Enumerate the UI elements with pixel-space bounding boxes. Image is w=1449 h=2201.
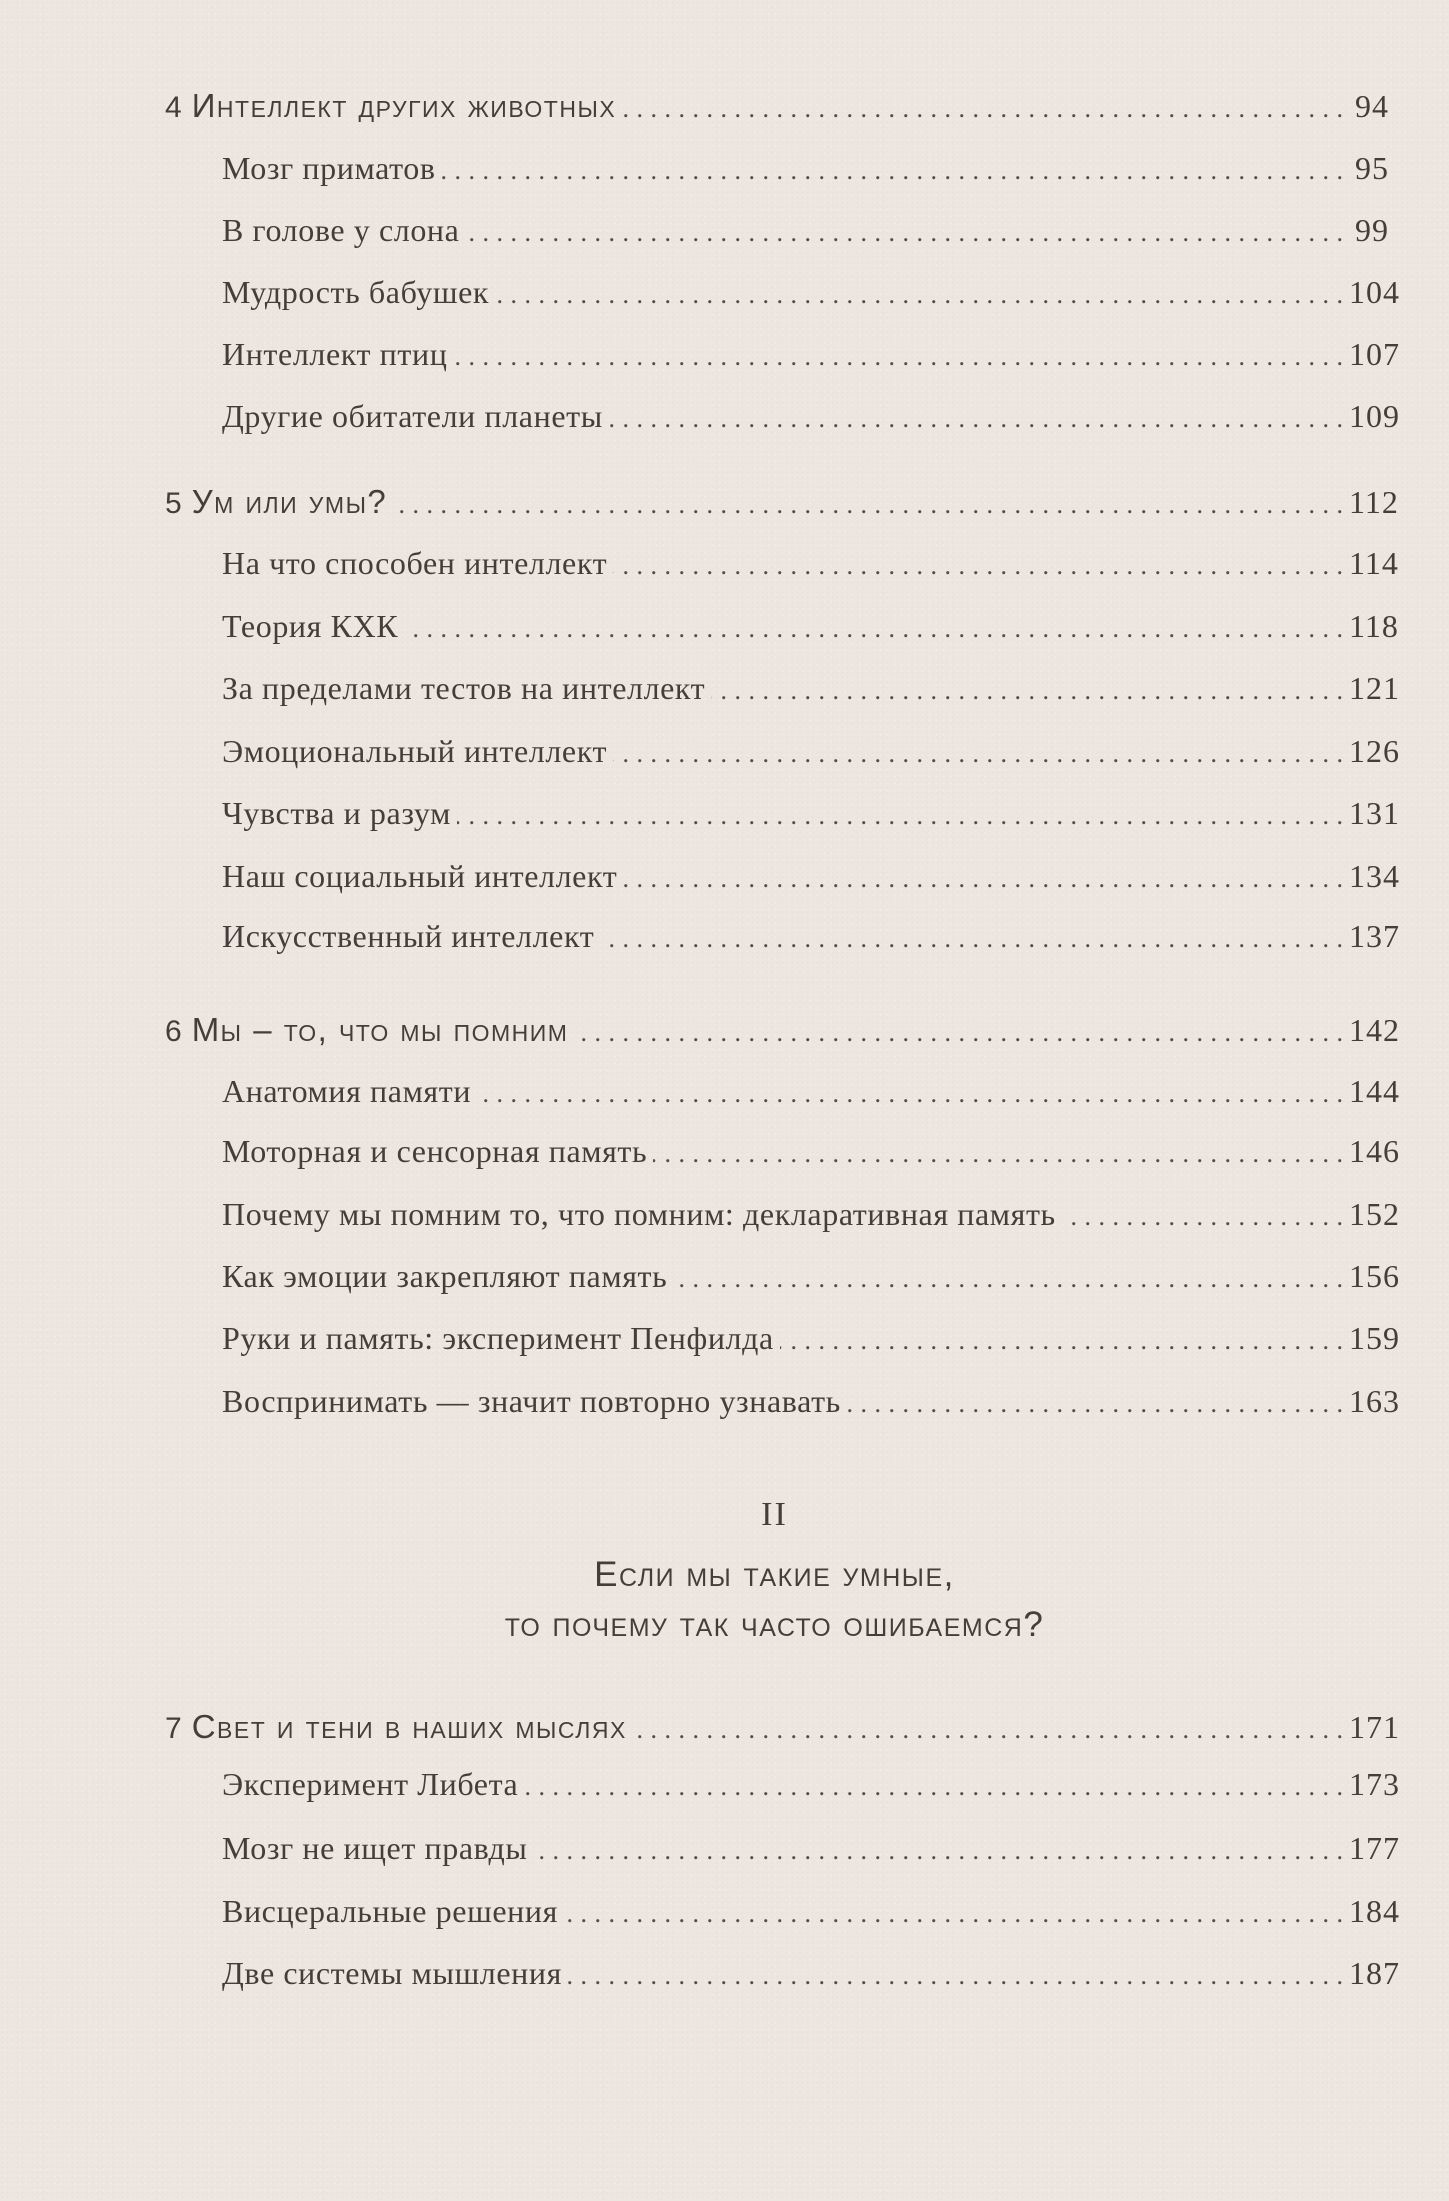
toc-section[interactable]	[222, 1383, 1400, 1427]
toc-section[interactable]	[222, 336, 1400, 380]
page-number: 131	[1349, 795, 1400, 831]
part-numeral: II	[761, 1496, 788, 1533]
toc-section[interactable]	[222, 1258, 1400, 1302]
page-number: 134	[1349, 858, 1400, 894]
dot-leader	[574, 1018, 1343, 1048]
section-title: Эмоциональный интеллект	[222, 733, 608, 769]
toc-section[interactable]	[222, 795, 1400, 839]
dot-leader	[404, 614, 1343, 644]
chapter-number: 6	[165, 1015, 182, 1048]
dot-leader	[633, 1715, 1343, 1745]
dot-leader	[780, 1326, 1343, 1356]
dot-leader	[524, 1772, 1343, 1802]
dot-leader	[622, 94, 1343, 124]
toc-section[interactable]	[222, 1133, 1400, 1177]
page-number: 184	[1349, 1893, 1400, 1929]
toc-section[interactable]	[222, 1073, 1400, 1117]
section-title: Две системы мышления	[222, 1955, 562, 1991]
page-number: 104	[1349, 274, 1400, 310]
toc-section[interactable]	[222, 150, 1389, 194]
dot-leader	[711, 676, 1343, 706]
section-title: Искусственный интеллект	[222, 918, 595, 954]
dot-leader	[393, 490, 1343, 520]
page-number: 171	[1349, 1709, 1400, 1745]
dot-leader	[653, 1139, 1343, 1169]
dot-leader	[495, 280, 1343, 310]
section-title: Другие обитатели планеты	[222, 398, 603, 434]
toc-section[interactable]	[222, 670, 1400, 714]
page-number: 126	[1349, 733, 1400, 769]
dot-leader	[609, 404, 1343, 434]
toc-section[interactable]	[222, 918, 1400, 962]
section-title: Чувства и разум	[222, 795, 451, 831]
toc-section[interactable]	[222, 858, 1400, 902]
page-number: 156	[1349, 1258, 1400, 1294]
dot-leader	[442, 156, 1343, 186]
section-title: Мудрость бабушек	[222, 274, 490, 310]
toc-section[interactable]	[222, 1830, 1400, 1874]
dot-leader	[477, 1079, 1343, 1109]
section-title: Теория КХК	[222, 608, 399, 644]
page-number: 99	[1355, 212, 1389, 248]
section-title: Почему мы помним то, что помним: декларативная память	[222, 1196, 1056, 1232]
dot-leader	[623, 864, 1343, 894]
chapter-number: 5	[165, 487, 182, 520]
page-number: 163	[1349, 1383, 1400, 1419]
chapter-number: 7	[165, 1712, 182, 1745]
toc-section[interactable]	[222, 398, 1400, 442]
page-number: 177	[1349, 1830, 1400, 1866]
page-number: 137	[1349, 918, 1400, 954]
page-number: 118	[1349, 608, 1399, 644]
page-number: 112	[1349, 484, 1399, 520]
page-number: 142	[1349, 1012, 1400, 1048]
section-title: Наш социальный интеллект	[222, 858, 618, 894]
section-title: Руки и память: эксперимент Пенфилда	[222, 1320, 774, 1356]
page-number: 152	[1349, 1196, 1400, 1232]
section-title: Мозг приматов	[222, 150, 436, 186]
chapter-title: Свет и тени в наших мыслях	[191, 1708, 627, 1745]
toc-section[interactable]	[222, 212, 1389, 256]
dot-leader	[453, 342, 1343, 372]
toc-section[interactable]	[222, 608, 1399, 652]
dot-leader	[613, 739, 1343, 769]
toc-section[interactable]	[222, 545, 1399, 589]
section-title: Анатомия памяти	[222, 1073, 472, 1109]
dot-leader	[847, 1389, 1343, 1419]
toc-chapter-6[interactable]	[165, 1011, 1400, 1055]
toc-chapter-7[interactable]	[165, 1708, 1400, 1752]
chapter-title: Ум или умы?	[191, 483, 388, 520]
dot-leader	[465, 218, 1343, 248]
section-title: На что способен интеллект	[222, 545, 608, 581]
dot-leader	[457, 801, 1343, 831]
chapter-title: Мы – то, что мы помним	[191, 1011, 569, 1048]
dot-leader	[1062, 1202, 1343, 1232]
page-number: 187	[1349, 1955, 1400, 1991]
part-title-line-1: Если мы такие умные,	[594, 1555, 955, 1594]
dot-leader	[568, 1961, 1343, 1991]
page-number: 146	[1349, 1133, 1400, 1169]
part-title-line-2: то почему так часто ошибаемся?	[504, 1605, 1045, 1644]
page-number: 109	[1349, 398, 1400, 434]
toc-chapter-5[interactable]	[165, 483, 1399, 527]
section-title: Как эмоции закрепляют память	[222, 1258, 668, 1294]
section-title: Интеллект птиц	[222, 336, 448, 372]
section-title: Воспринимать — значит повторно узнавать	[222, 1383, 841, 1419]
section-title: Мозг не ищет правды	[222, 1830, 528, 1866]
toc-section[interactable]	[222, 1766, 1400, 1810]
section-title: Висцеральные решения	[222, 1893, 558, 1929]
section-title: В голове у слона	[222, 212, 460, 248]
dot-leader	[564, 1899, 1343, 1929]
toc-section[interactable]	[222, 733, 1400, 777]
dot-leader	[534, 1836, 1343, 1866]
page-number: 159	[1349, 1320, 1400, 1356]
chapter-number: 4	[165, 91, 182, 124]
toc-section[interactable]	[222, 1893, 1400, 1937]
page-number: 114	[1349, 545, 1399, 581]
page-number: 94	[1355, 88, 1389, 124]
toc-section[interactable]	[222, 274, 1400, 318]
page-number: 173	[1349, 1766, 1400, 1802]
toc-section[interactable]	[222, 1320, 1400, 1364]
section-title: За пределами тестов на интеллект	[222, 670, 706, 706]
chapter-title: Интеллект других животных	[191, 87, 617, 124]
section-title: Эксперимент Либета	[222, 1766, 519, 1802]
dot-leader	[673, 1264, 1343, 1294]
page-number: 144	[1349, 1073, 1400, 1109]
section-title: Моторная и сенсорная память	[222, 1133, 648, 1169]
page-number: 95	[1355, 150, 1389, 186]
dot-leader	[600, 924, 1343, 954]
toc-section[interactable]	[222, 1196, 1400, 1240]
toc-chapter-4[interactable]	[165, 87, 1389, 131]
dot-leader	[613, 551, 1343, 581]
page-number: 121	[1349, 670, 1400, 706]
page-number: 107	[1349, 336, 1400, 372]
toc-section[interactable]	[222, 1955, 1400, 1999]
